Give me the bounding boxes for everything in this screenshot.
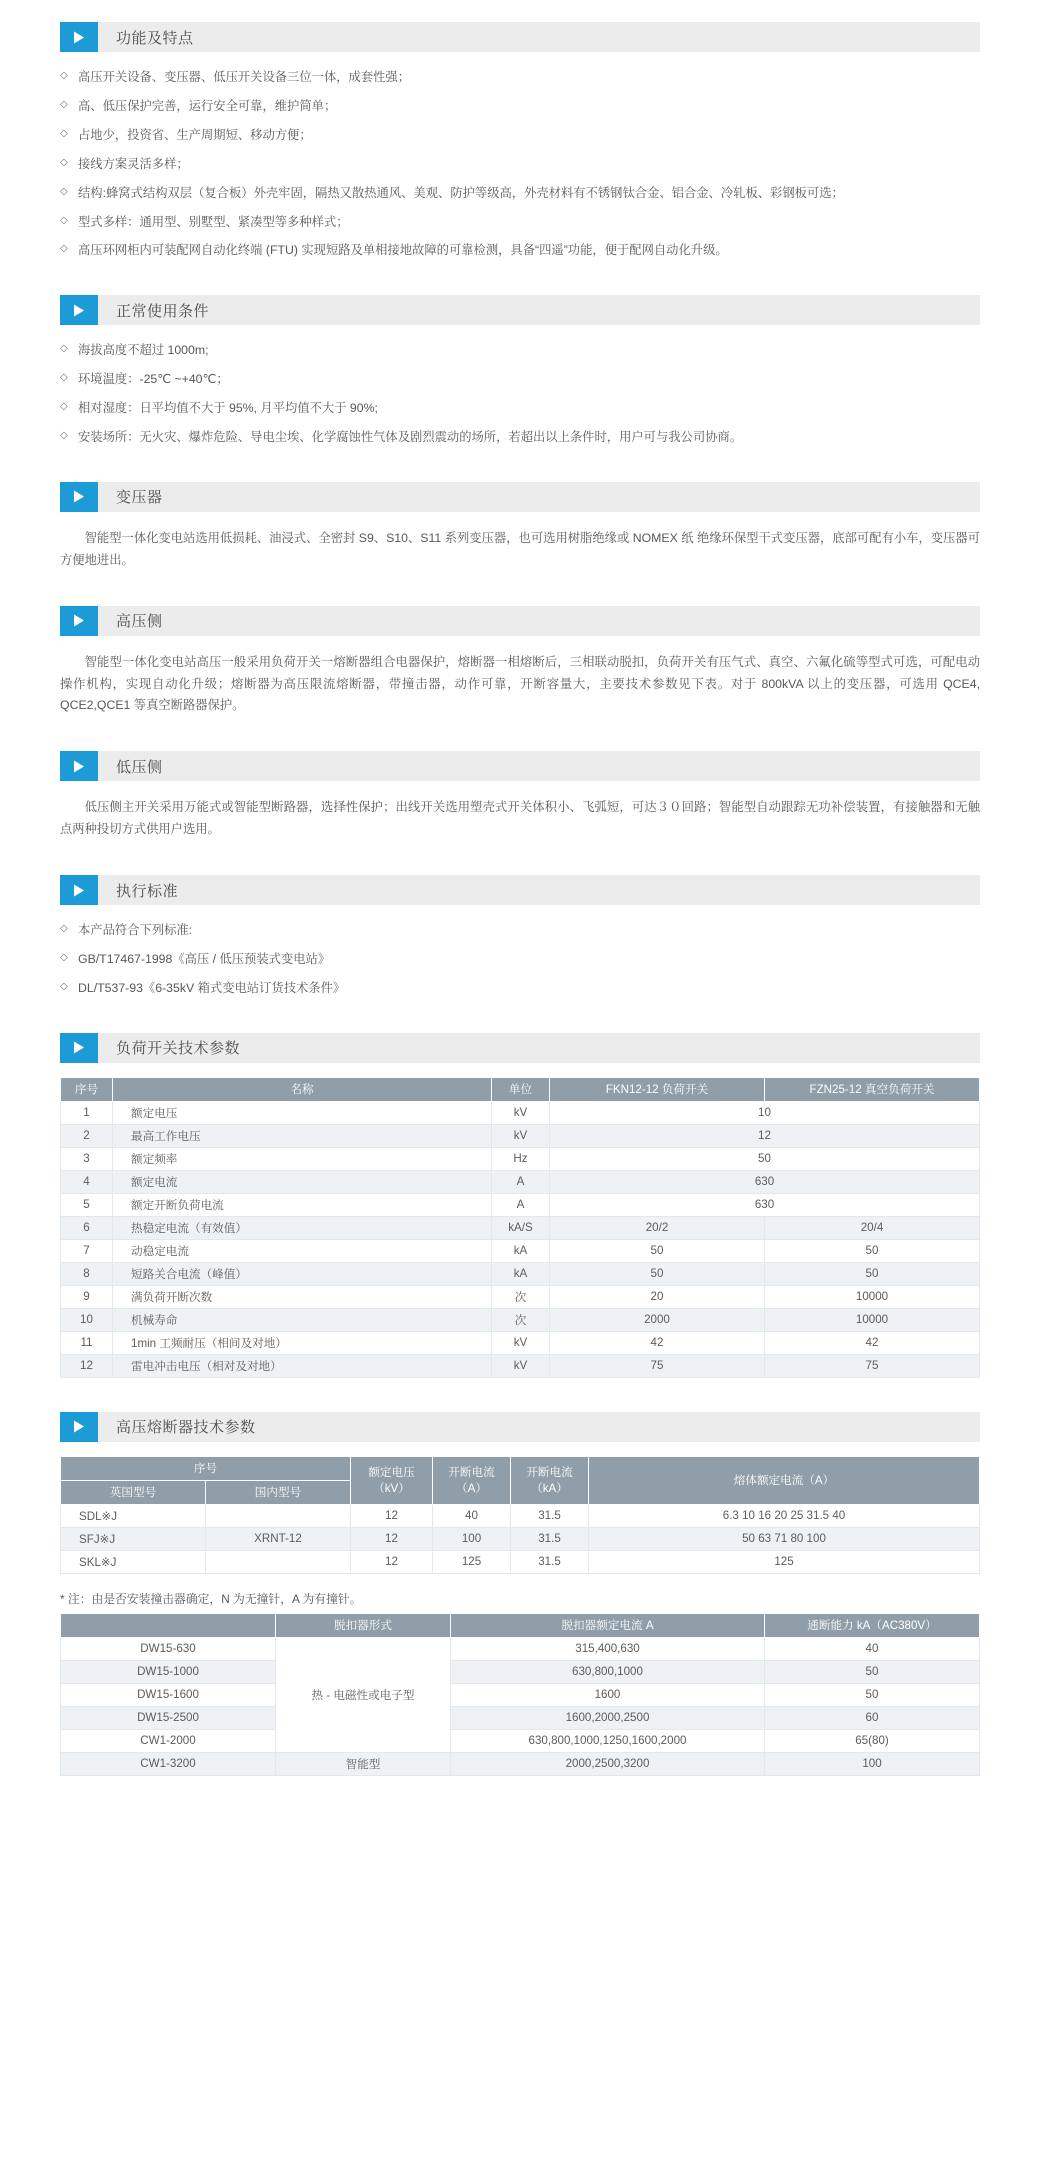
cell-value-fkn: 20 (550, 1285, 765, 1308)
table-header-cell: 脱扣器形式 (276, 1613, 451, 1637)
cell-cn-model (206, 1504, 351, 1527)
cell-uk-model: SDL※J (61, 1504, 206, 1527)
cell-uk-model: SFJ※J (61, 1527, 206, 1550)
cell-name: 额定电流 (113, 1170, 492, 1193)
fuse-table-note: * 注：由是否安装撞击器确定，N 为无撞针，A 为有撞针。 (60, 1591, 362, 1606)
table-header-cell: 开断电流（A） (433, 1456, 511, 1504)
section-header-standards (60, 875, 980, 905)
paragraph: 智能型一体化变电站选用低损耗、油浸式、全密封 S9、S10、S11 系列变压器，也可选用树脂绝缘或 NOMEX 纸 绝缘环保型干式变压器，底部可配有小车，变压器可方便地进出。 (60, 530, 980, 567)
cell-rated-current: 630,800,1000 (451, 1660, 765, 1683)
list-item: ◇ 高、低压保护完善，运行安全可靠，维护简单； (60, 97, 980, 117)
cell-breaking-capacity: 50 (765, 1683, 980, 1706)
table-row (61, 1706, 980, 1729)
cell-name: 短路关合电流（峰值） (113, 1262, 492, 1285)
section-title-lv-side: 低压侧 (116, 758, 163, 776)
section-header-fuse (60, 1412, 980, 1442)
cell-value-fkn: 50 (550, 1239, 765, 1262)
table-row (61, 1683, 980, 1706)
play-triangle-icon (60, 22, 98, 52)
cell-name: 额定频率 (113, 1147, 492, 1170)
table-row (61, 1308, 980, 1331)
section-header-conditions (60, 295, 980, 325)
cell-unit: kA/S (492, 1216, 550, 1239)
table-row (61, 1193, 980, 1216)
table-header-cell: 单位 (492, 1077, 550, 1101)
table-header-row-top (61, 1456, 980, 1480)
cell-unit: kA (492, 1239, 550, 1262)
cell-fuse-rating: 125 (589, 1550, 980, 1573)
section-header-hv-side (60, 606, 980, 636)
cell-index: 3 (61, 1147, 113, 1170)
cell-rated-current: 1600 (451, 1683, 765, 1706)
section-header-load-switch (60, 1033, 980, 1063)
list-item: ◇ DL/T537-93《6-35kV 箱式变电站订货技术条件》 (60, 979, 980, 999)
cell-model: DW15-2500 (61, 1706, 276, 1729)
table-row (61, 1147, 980, 1170)
cell-value-fkn: 20/2 (550, 1216, 765, 1239)
cell-value-fzn: 20/4 (765, 1216, 980, 1239)
cell-voltage: 12 (351, 1550, 433, 1573)
cell-breaking-capacity: 100 (765, 1752, 980, 1775)
table-row (61, 1550, 980, 1573)
cell-value-merged: 12 (550, 1124, 980, 1147)
list-item: ◇ 高压开关设备、变压器、低压开关设备三位一体，成套性强； (60, 68, 980, 88)
cell-value-fzn: 42 (765, 1331, 980, 1354)
cell-model: DW15-1600 (61, 1683, 276, 1706)
cell-breaking-capacity: 65(80) (765, 1729, 980, 1752)
cell-unit: kA (492, 1262, 550, 1285)
cell-unit: Hz (492, 1147, 550, 1170)
cell-name: 热稳定电流（有效值） (113, 1216, 492, 1239)
section-body-features (60, 66, 980, 261)
list-item: ◇ 型式多样：通用型、别墅型、紧凑型等多种样式； (60, 213, 980, 233)
cell-value-fzn: 10000 (765, 1308, 980, 1331)
cell-fuse-rating: 6.3 10 16 20 25 31.5 40 (589, 1504, 980, 1527)
cell-value-merged: 10 (550, 1101, 980, 1124)
cell-index: 9 (61, 1285, 113, 1308)
play-triangle-icon (60, 751, 98, 781)
cell-breaking-capacity: 60 (765, 1706, 980, 1729)
section-title-load-switch: 负荷开关技术参数 (116, 1040, 241, 1058)
cell-name: 动稳定电流 (113, 1239, 492, 1262)
cell-breaking-capacity: 50 (765, 1660, 980, 1683)
cell-model: CW1-3200 (61, 1752, 276, 1775)
play-triangle-icon (60, 482, 98, 512)
load-switch-table (60, 1077, 980, 1378)
cell-model: CW1-2000 (61, 1729, 276, 1752)
cell-unit: kV (492, 1331, 550, 1354)
cell-cn-model: XRNT-12 (206, 1527, 351, 1550)
cell-unit: 次 (492, 1285, 550, 1308)
cell-breaking-current-ka: 31.5 (511, 1550, 589, 1573)
list-item: ◇ 高压环网柜内可装配网自动化终端 (FTU) 实现短路及单相接地故障的可靠检测，具备“四遥”功能，便于配网自动化升级。 (60, 241, 980, 261)
table-header-cell: 名称 (113, 1077, 492, 1101)
table-header-cell: 序号 (61, 1077, 113, 1101)
table-header-cell: 熔体额定电流（A） (589, 1456, 980, 1504)
cell-value-fkn: 2000 (550, 1308, 765, 1331)
table-row (61, 1527, 980, 1550)
cell-value-fkn: 42 (550, 1331, 765, 1354)
paragraph: 智能型一体化变电站高压一般采用负荷开关一熔断器组合电器保护，熔断器一相熔断后，三相联动脱扣，负荷开关有压气式、真空、六氟化硫等型式可选，可配电动操作机构，实现自动化升级；熔断器为高压限流熔断器，带撞击器，动作可靠，开断容量大，主要技术参数见下表。对于 800kVA 以上的变压器，可选用 QCE4, QCE2,QCE1 等真空断路器保护。 (60, 654, 980, 713)
cell-rated-current: 2000,2500,3200 (451, 1752, 765, 1775)
section-title-conditions: 正常使用条件 (116, 302, 210, 320)
table-row (61, 1262, 980, 1285)
cell-trip-type: 智能型 (276, 1752, 451, 1775)
cell-index: 11 (61, 1331, 113, 1354)
table-row (61, 1331, 980, 1354)
paragraph: 低压侧主开关采用万能式或智能型断路器，选择性保护；出线开关选用塑壳式开关体积小、飞弧短，可达３０回路；智能型自动跟踪无功补偿装置，有接触器和无触点两种投切方式供用户选用。 (60, 800, 980, 837)
features-list (60, 68, 980, 261)
list-item: ◇ 结构:蜂窝式结构双层（复合板）外壳牢固，隔热又散热通风、美观、防护等级高，外壳材料有不锈钢钛合金、铝合金、冷轧板、彩钢板可选； (60, 184, 980, 204)
table-row (61, 1637, 980, 1660)
table-row (61, 1729, 980, 1752)
table-body (61, 1504, 980, 1573)
table-head (61, 1613, 980, 1637)
section-header-transformer (60, 482, 980, 512)
table-header-cell (61, 1613, 276, 1637)
cell-breaking-current-a: 125 (433, 1550, 511, 1573)
table-header-row (61, 1613, 980, 1637)
table-row (61, 1239, 980, 1262)
section-body-transformer (60, 526, 980, 572)
cell-voltage: 12 (351, 1527, 433, 1550)
section-title-standards: 执行标准 (116, 882, 179, 900)
table-row (61, 1354, 980, 1377)
cell-unit: 次 (492, 1308, 550, 1331)
cell-name: 额定电压 (113, 1101, 492, 1124)
table-body (61, 1637, 980, 1775)
play-triangle-icon (60, 875, 98, 905)
section-title-fuse: 高压熔断器技术参数 (116, 1419, 256, 1437)
table-header-cell: 国内型号 (206, 1480, 351, 1504)
cell-name: 额定开断负荷电流 (113, 1193, 492, 1216)
cell-breaking-capacity: 40 (765, 1637, 980, 1660)
cell-index: 1 (61, 1101, 113, 1124)
cell-model: DW15-630 (61, 1637, 276, 1660)
cell-breaking-current-a: 100 (433, 1527, 511, 1550)
list-item: ◇ 接线方案灵活多样； (60, 155, 980, 175)
section-title-features: 功能及特点 (116, 29, 194, 47)
cell-trip-type: 热 - 电磁性或电子型 (276, 1637, 451, 1752)
cell-index: 5 (61, 1193, 113, 1216)
cell-value-fkn: 75 (550, 1354, 765, 1377)
table-row (61, 1101, 980, 1124)
table-head (61, 1077, 980, 1101)
table-header-row (61, 1077, 980, 1101)
table-row (61, 1504, 980, 1527)
section-body-hv-side (60, 650, 980, 718)
list-item: ◇ 相对湿度：日平均值不大于 95%, 月平均值不大于 90%; (60, 399, 980, 419)
fuse-table (60, 1456, 980, 1574)
cell-fuse-rating: 50 63 71 80 100 (589, 1527, 980, 1550)
cell-name: 雷电冲击电压（相对及对地） (113, 1354, 492, 1377)
play-triangle-icon (60, 606, 98, 636)
cell-breaking-current-ka: 31.5 (511, 1504, 589, 1527)
cell-unit: kV (492, 1354, 550, 1377)
cell-name: 满负荷开断次数 (113, 1285, 492, 1308)
cell-breaking-current-ka: 31.5 (511, 1527, 589, 1550)
cell-value-merged: 630 (550, 1193, 980, 1216)
list-item: ◇ 本产品符合下列标准: (60, 921, 980, 941)
table-row (61, 1170, 980, 1193)
section-header-features (60, 22, 980, 52)
table-row (61, 1660, 980, 1683)
cell-cn-model (206, 1550, 351, 1573)
cell-index: 10 (61, 1308, 113, 1331)
play-triangle-icon (60, 1033, 98, 1063)
cell-unit: A (492, 1193, 550, 1216)
cell-value-fkn: 50 (550, 1262, 765, 1285)
cell-value-fzn: 10000 (765, 1285, 980, 1308)
cell-rated-current: 630,800,1000,1250,1600,2000 (451, 1729, 765, 1752)
section-body-standards (60, 919, 980, 999)
table-row (61, 1124, 980, 1147)
table-row (61, 1216, 980, 1239)
cell-value-merged: 50 (550, 1147, 980, 1170)
cell-index: 4 (61, 1170, 113, 1193)
cell-value-merged: 630 (550, 1170, 980, 1193)
list-item: ◇ 占地少，投资省、生产周期短、移动方便； (60, 126, 980, 146)
cell-model: DW15-1000 (61, 1660, 276, 1683)
list-item: ◇ 环境温度：-25℃ ~+40℃； (60, 370, 980, 390)
cell-index: 6 (61, 1216, 113, 1239)
table-body (61, 1101, 980, 1377)
list-item: ◇ GB/T17467-1998《高压 / 低压预装式变电站》 (60, 950, 980, 970)
cell-rated-current: 1600,2000,2500 (451, 1706, 765, 1729)
table-row (61, 1285, 980, 1308)
cell-voltage: 12 (351, 1504, 433, 1527)
cell-value-fzn: 50 (765, 1239, 980, 1262)
table-row (61, 1752, 980, 1775)
table-header-cell: 序号 (61, 1456, 351, 1480)
breaker-table (60, 1613, 980, 1776)
cell-unit: kV (492, 1124, 550, 1147)
play-triangle-icon (60, 1412, 98, 1442)
section-body-lv-side (60, 795, 980, 841)
table-head (61, 1456, 980, 1504)
conditions-list (60, 341, 980, 448)
table-header-cell: 通断能力 kA（AC380V） (765, 1613, 980, 1637)
cell-unit: A (492, 1170, 550, 1193)
cell-name: 1min 工频耐压（相间及对地） (113, 1331, 492, 1354)
section-body-conditions (60, 339, 980, 448)
cell-index: 8 (61, 1262, 113, 1285)
cell-uk-model: SKL※J (61, 1550, 206, 1573)
table-header-cell: FZN25-12 真空负荷开关 (765, 1077, 980, 1101)
cell-rated-current: 315,400,630 (451, 1637, 765, 1660)
play-triangle-icon (60, 295, 98, 325)
table-header-cell: 英国型号 (61, 1480, 206, 1504)
cell-value-fzn: 75 (765, 1354, 980, 1377)
table-header-cell: 额定电压（kV） (351, 1456, 433, 1504)
cell-breaking-current-a: 40 (433, 1504, 511, 1527)
section-title-hv-side: 高压侧 (116, 613, 163, 631)
table-header-cell: FKN12-12 负荷开关 (550, 1077, 765, 1101)
cell-name: 机械寿命 (113, 1308, 492, 1331)
section-title-transformer: 变压器 (116, 489, 163, 507)
cell-unit: kV (492, 1101, 550, 1124)
cell-index: 12 (61, 1354, 113, 1377)
section-header-lv-side (60, 751, 980, 781)
table-header-cell: 开断电流（kA） (511, 1456, 589, 1504)
cell-index: 7 (61, 1239, 113, 1262)
list-item: ◇ 海拔高度不超过 1000m; (60, 341, 980, 361)
list-item: ◇ 安装场所：无火灾、爆炸危险、导电尘埃、化学腐蚀性气体及剧烈震动的场所，若超出以上条件时，用户可与我公司协商。 (60, 428, 980, 448)
cell-name: 最高工作电压 (113, 1124, 492, 1147)
cell-value-fzn: 50 (765, 1262, 980, 1285)
standards-list (60, 921, 980, 999)
table-header-cell: 脱扣器额定电流 A (451, 1613, 765, 1637)
cell-index: 2 (61, 1124, 113, 1147)
